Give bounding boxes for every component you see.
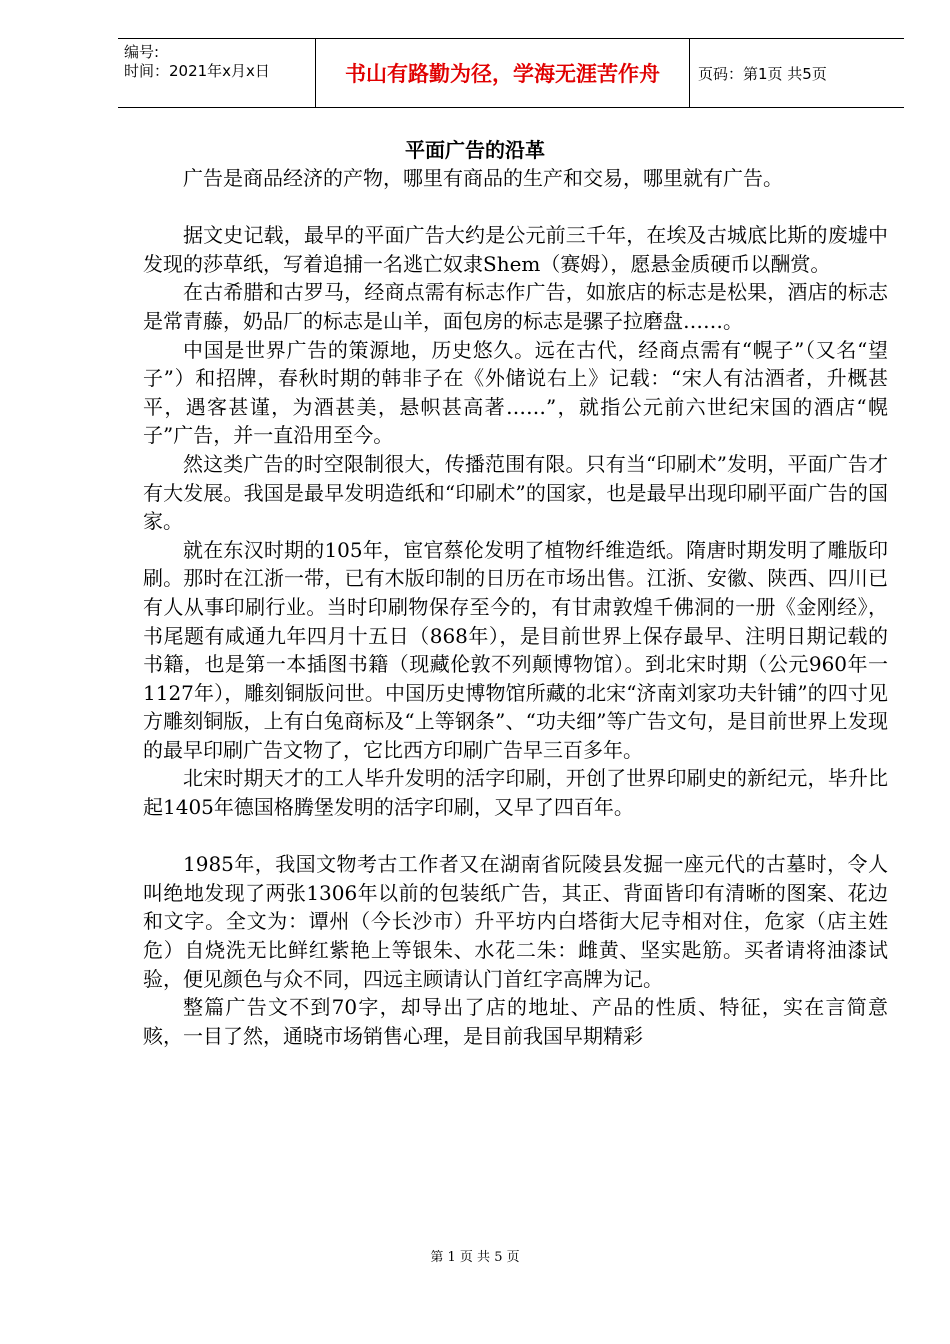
document-title: 平面广告的沿革 <box>405 138 545 162</box>
page-header <box>118 38 904 108</box>
paragraph: 中国是世界广告的策源地，历史悠久。远在古代，经商点需有“幌子”（又名“望子”）和招牌，春秋时期的韩非子在《外储说右上》记载：“宋人有沽酒者，升概甚平，遇客甚谨，为酒甚美，悬帜甚高著……”，就指公元前六世纪宋国的酒店“幌子”广告，并一直沿用至今。 <box>143 337 888 448</box>
paragraph: 就在东汉时期的105年，宦官蔡伦发明了植物纤维造纸。隋唐时期发明了雕版印刷。那时在江浙一带，已有木版印制的日历在市场出售。江浙、安徽、陕西、四川已有人从事印刷行业。当时印刷物保存至今的，有甘肃敦煌千佛洞的一册《金刚经》，书尾题有咸通九年四月十五日（868年），是目前世界上保存最早、注明日期记载的书籍，也是第一本插图书籍（现藏伦敦不列颠博物馆）。到北宋时期（公元960年一1127年），雕刻铜版问世。中国历史博物馆所藏的北宋“济南刘家功夫针铺”的四寸见方雕刻铜版，上有白兔商标及“上等钢条”、“功夫细”等广告文句，是目前世界上发现的最早印刷广告文物了，它比西方印刷广告早三百多年。 <box>143 537 888 762</box>
time-label: 时间：2021年x月x日 <box>124 62 270 80</box>
paragraph: 据文史记载，最早的平面广告大约是公元前三千年，在埃及古城底比斯的废墟中发现的莎草纸，写着追捕一名逃亡奴隶Shem（赛姆），愿悬金质硬币以酬赏。 <box>143 223 888 276</box>
paragraph: 广告是商品经济的产物，哪里有商品的生产和交易，哪里就有广告。 <box>183 166 783 190</box>
paragraph: 在古希腊和古罗马，经商点需有标志作广告，如旅店的标志是松果，酒店的标志是常青藤，奶品厂的标志是山羊，面包房的标志是骡子拉磨盘……。 <box>143 280 888 333</box>
document-body <box>143 164 888 1050</box>
page-footer: 第 1 页 共 5 页 <box>430 1250 520 1265</box>
paragraph: 北宋时期天才的工人毕升发明的活字印刷，开创了世界印刷史的新纪元，毕升比起1405年德国格腾堡发明的活字印刷，又早了四百年。 <box>143 766 888 820</box>
header-motto: 书山有路勤为径，学海无涯苦作舟 <box>316 39 690 107</box>
header-meta <box>118 39 316 107</box>
number-label: 编号: <box>124 43 160 61</box>
paragraph: 整篇广告文不到70字，却导出了店的地址、产品的性质、特征，实在言简意赅，一目了然，通晓市场销售心理，是目前我国早期精彩 <box>143 995 888 1048</box>
header-page-info: 页码：第1页 共5页 <box>698 64 827 83</box>
paragraph: 然这类广告的时空限制很大，传播范围有限。只有当“印刷术”发明，平面广告才有大发展。我国是最早发明造纸和“印刷术”的国家，也是最早出现印刷平面广告的国家。 <box>143 451 888 534</box>
paragraph: 1985年，我国文物考古工作者又在湖南省阮陵县发掘一座元代的古墓时，令人叫绝地发现了两张1306年以前的包装纸广告，其正、背面皆印有清晰的图案、花边和文字。全文为：谭州（今长沙市）升平坊内白塔街大尼寺相对住，危家（店主姓危）自烧洗无比鲜红紫艳上等银朱、水花二朱：雌黄、坚实匙筋。买者请将油漆试验，便见颜色与众不同，四远主顾请认门首红字高牌为记。 <box>143 852 888 991</box>
